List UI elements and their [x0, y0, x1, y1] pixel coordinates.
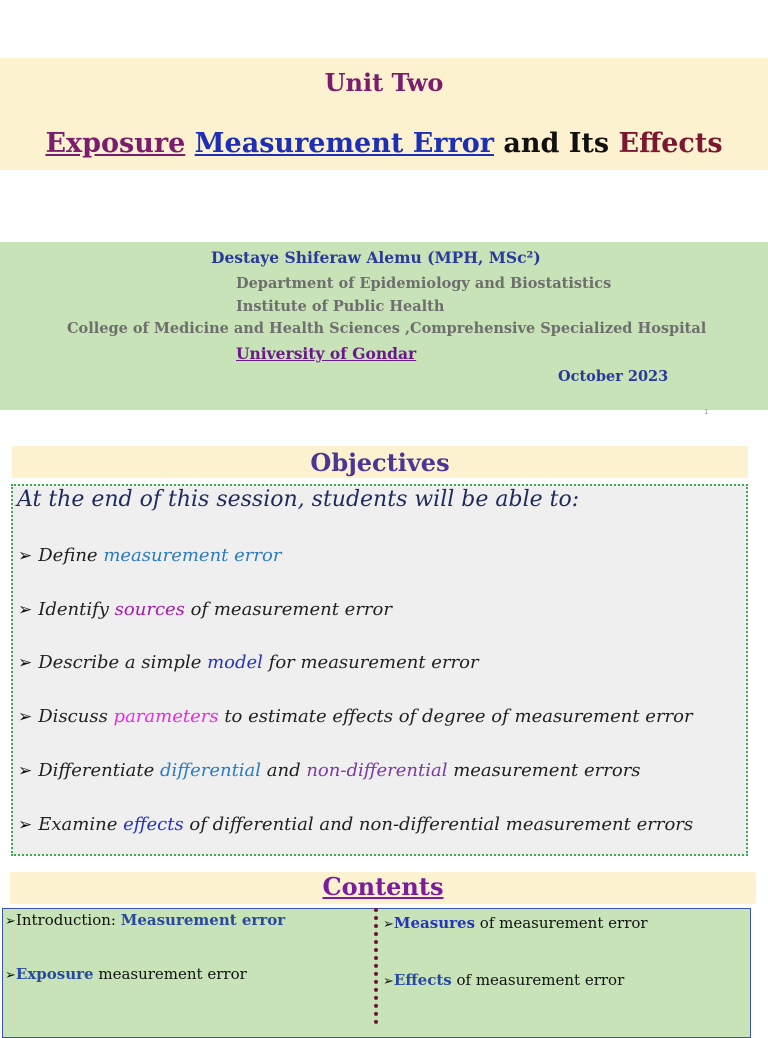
objective-item	[18, 545, 281, 566]
objective-text: measurement error	[103, 545, 282, 566]
objective-text: of measurement error	[184, 599, 392, 620]
unit-label: Unit Two	[324, 68, 444, 97]
objectives-intro: At the end of this session, students will be able to:	[17, 487, 580, 512]
contents-text: Exposure	[15, 965, 94, 983]
bullet-arrow-icon: ➢	[5, 914, 16, 929]
contents-text: Effects	[393, 971, 452, 989]
bullet-arrow-icon: ➢	[5, 968, 16, 983]
objective-text: measurement errors	[447, 760, 641, 781]
objective-text: model	[207, 652, 263, 673]
institute-name: Institute of Public Health	[236, 298, 445, 315]
objective-text: sources	[114, 599, 185, 620]
objective-text: Examine	[38, 814, 124, 835]
college-name: College of Medicine and Health Sciences ,Comprehensive Specialized Hospital	[67, 320, 707, 337]
contents-item	[383, 914, 648, 932]
presentation-date: October 2023	[558, 368, 669, 385]
objective-item	[18, 760, 641, 781]
objective-text: and	[261, 760, 307, 781]
objective-text: for measurement error	[262, 652, 479, 673]
author-name: Destaye Shiferaw Alemu (MPH, MSc²)	[211, 248, 541, 267]
contents-item	[5, 965, 247, 983]
department-name: Department of Epidemiology and Biostatistics	[236, 275, 612, 292]
contents-text: Measures	[393, 914, 476, 932]
objective-item	[18, 652, 479, 673]
objective-text: non-differential	[306, 760, 448, 781]
contents-text: of measurement error	[451, 971, 625, 989]
contents-text: Measurement error	[120, 911, 286, 929]
objective-text: parameters	[113, 706, 219, 727]
objective-text: Identify	[38, 599, 115, 620]
title-part: Exposure	[45, 128, 186, 159]
contents-text: Introduction:	[15, 911, 121, 929]
objective-text: Define	[38, 545, 104, 566]
title-part: Effects	[618, 128, 723, 159]
objective-item	[18, 706, 693, 727]
objective-text: of differential and non-differential measurement errors	[183, 814, 694, 835]
page-number: 1	[704, 408, 709, 416]
objective-item	[18, 599, 392, 620]
bullet-arrow-icon: ➢	[18, 707, 33, 727]
title-part	[185, 128, 194, 159]
bullet-arrow-icon: ➢	[383, 974, 394, 989]
bullet-arrow-icon: ➢	[383, 917, 394, 932]
university-name: University of Gondar	[236, 344, 417, 363]
bullet-arrow-icon: ➢	[18, 815, 33, 835]
title-part: and Its	[493, 128, 619, 159]
objective-text: effects	[123, 814, 184, 835]
objective-text: Differentiate	[38, 760, 161, 781]
contents-header	[10, 872, 756, 904]
contents-divider	[374, 908, 378, 1024]
contents-item	[5, 911, 285, 929]
objectives-header	[12, 446, 748, 478]
objective-text: Discuss	[38, 706, 114, 727]
contents-text: measurement error	[93, 965, 247, 983]
contents-item	[383, 971, 624, 989]
objective-text: differential	[160, 760, 262, 781]
presentation-title	[0, 128, 768, 159]
bullet-arrow-icon: ➢	[18, 653, 33, 673]
bullet-arrow-icon: ➢	[18, 546, 33, 566]
contents-text: of measurement error	[475, 914, 648, 932]
bullet-arrow-icon: ➢	[18, 761, 33, 781]
objective-text: Describe a simple	[38, 652, 208, 673]
bullet-arrow-icon: ➢	[18, 600, 33, 620]
objectives-title: Objectives	[310, 448, 450, 477]
title-part: Measurement Error	[194, 128, 494, 159]
objective-text: to estimate effects of degree of measurement error	[218, 706, 693, 727]
contents-title: Contents	[322, 872, 444, 901]
objective-item	[18, 814, 693, 835]
